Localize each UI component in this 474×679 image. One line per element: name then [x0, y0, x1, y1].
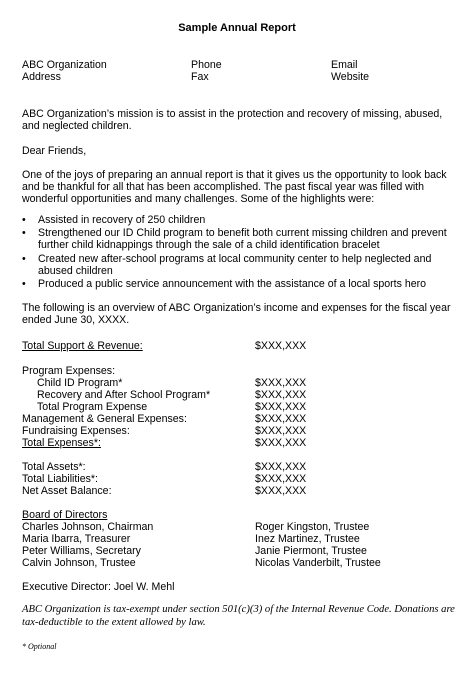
program-expenses-label: Program Expenses:: [22, 365, 116, 377]
management-label: Management & General Expenses:: [22, 413, 187, 425]
org-website: Website: [331, 71, 370, 83]
fundraising-label: Fundraising Expenses:: [22, 425, 130, 437]
greeting: Dear Friends,: [22, 145, 87, 157]
bullet-icon: •: [22, 253, 26, 265]
total-liabilities-value: $XXX,XXX: [255, 473, 307, 485]
bullet-icon: •: [22, 227, 26, 239]
net-asset-label: Net Asset Balance:: [22, 485, 112, 497]
overview-paragraph: The following is an overview of ABC Organization’s income and expenses for the fiscal year ended June 30, XXXX.: [22, 302, 451, 327]
total-expenses-value: $XXX,XXX: [255, 437, 307, 449]
total-assets-value: $XXX,XXX: [255, 461, 307, 473]
board-member: Charles Johnson, Chairman: [22, 521, 154, 533]
total-liabilities-label: Total Liabilities*:: [22, 473, 98, 485]
executive-director: Executive Director: Joel W. Mehl: [22, 581, 175, 593]
total-program-value: $XXX,XXX: [255, 401, 307, 413]
board-member: Roger Kingston, Trustee: [255, 521, 370, 533]
fundraising-value: $XXX,XXX: [255, 425, 307, 437]
intro-paragraph: One of the joys of preparing an annual report is that it gives us the opportunity to look back and be thankful for all that has been accomplished. The past fiscal year was filled with wonderful opportunities and many challenges. Some of the highlights were:: [22, 169, 447, 206]
board-member: Nicolas Vanderbilt, Trustee: [255, 557, 381, 569]
total-support-value: $XXX,XXX: [255, 340, 307, 352]
tax-exempt-note: ABC Organization is tax-exempt under section 501(c)(3) of the Internal Revenue Code. Donations are tax-deductible to the extent allowed by law.: [22, 604, 455, 628]
recovery-program-label: Recovery and After School Program*: [37, 389, 211, 401]
highlight-text: Produced a public service announcement with the assistance of a local sports hero: [38, 278, 427, 290]
board-heading: Board of Directors: [22, 509, 108, 521]
total-assets-label: Total Assets*:: [22, 461, 86, 473]
total-expenses-label: Total Expenses*:: [22, 437, 101, 449]
board-member: Inez Martinez, Trustee: [255, 533, 360, 545]
board-member: Calvin Johnson, Trustee: [22, 557, 136, 569]
total-support-label: Total Support & Revenue:: [22, 340, 143, 352]
org-phone: Phone: [191, 59, 222, 71]
management-value: $XXX,XXX: [255, 413, 307, 425]
child-id-value: $XXX,XXX: [255, 377, 307, 389]
highlight-text: Assisted in recovery of 250 children: [38, 214, 206, 226]
org-email: Email: [331, 59, 358, 71]
org-name: ABC Organization: [22, 59, 107, 71]
report-title: Sample Annual Report: [178, 22, 296, 34]
highlight-text: Created new after-school programs at local community center to help neglected and abused children: [38, 253, 432, 278]
recovery-program-value: $XXX,XXX: [255, 389, 307, 401]
board-member: Peter Williams, Secretary: [22, 545, 141, 557]
board-member: Janie Piermont, Trustee: [255, 545, 367, 557]
board-member: Maria Ibarra, Treasurer: [22, 533, 131, 545]
optional-footnote: * Optional: [22, 642, 57, 651]
mission-statement: ABC Organization’s mission is to assist in the protection and recovery of missing, abused, and neglected children.: [22, 108, 443, 133]
bullet-icon: •: [22, 214, 26, 226]
org-fax: Fax: [191, 71, 209, 83]
net-asset-value: $XXX,XXX: [255, 485, 307, 497]
total-program-label: Total Program Expense: [37, 401, 148, 413]
bullet-icon: •: [22, 278, 26, 290]
child-id-label: Child ID Program*: [37, 377, 123, 389]
org-address: Address: [22, 71, 61, 83]
highlight-text: Strengthened our ID Child program to benefit both current missing children and prevent further child kidnappings through the sale of a child identification bracelet: [38, 227, 447, 252]
